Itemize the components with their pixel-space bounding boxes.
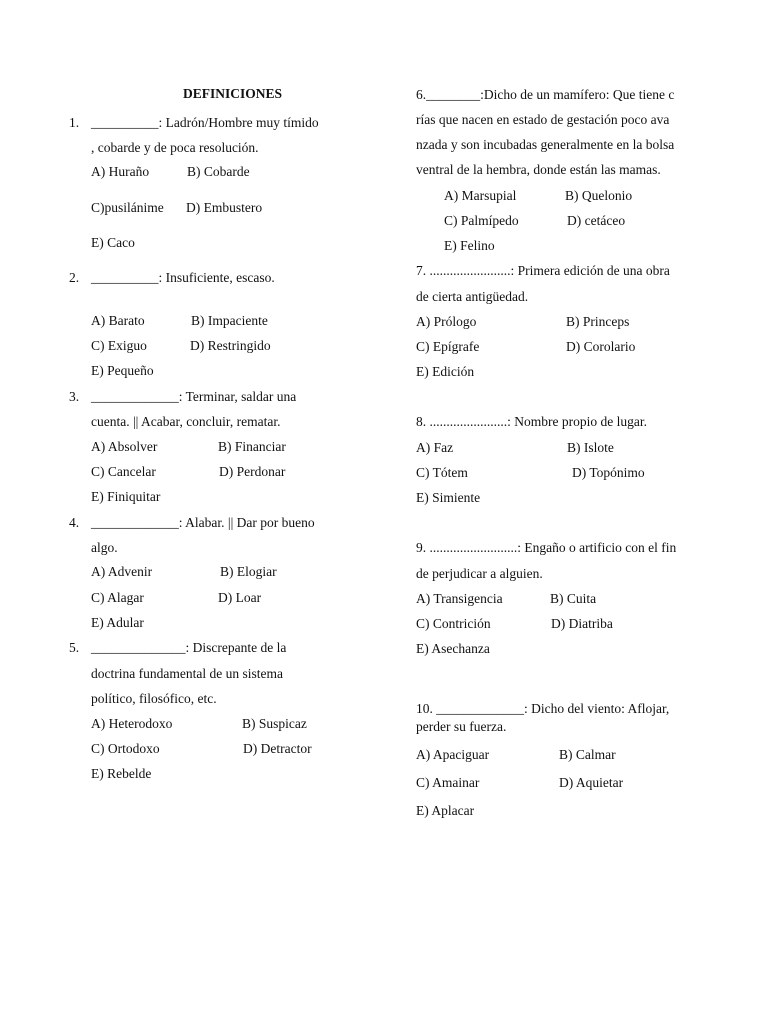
question-6-text-cont: rías que nacen en estado de gestación poco ava: [416, 112, 670, 127]
question-3-option-d: D) Perdonar: [219, 464, 286, 479]
question-3-option-a: A) Absolver: [91, 439, 158, 454]
question-4-number: 4.: [69, 515, 80, 530]
question-5-option-a: A) Heterodoxo: [91, 716, 173, 731]
question-2-number: 2.: [69, 270, 80, 285]
page-title: DEFINICIONES: [183, 86, 283, 101]
question-1-option-c: C)pusilánime: [91, 200, 164, 215]
question-4-option-a: A) Advenir: [91, 564, 153, 579]
question-8-option-c: C) Tótem: [416, 465, 468, 480]
question-3-option-c: C) Cancelar: [91, 464, 156, 479]
question-9-option-a: A) Transigencia: [416, 591, 503, 606]
question-5-option-c: C) Ortodoxo: [91, 741, 160, 756]
question-9-option-e: E) Asechanza: [416, 641, 490, 656]
question-8-option-a: A) Faz: [416, 440, 454, 455]
question-1-option-e: E) Caco: [91, 235, 135, 250]
question-3-number: 3.: [69, 389, 80, 404]
question-5-number: 5.: [69, 640, 80, 655]
question-6-text-cont-2: nzada y son incubadas generalmente en la bolsa: [416, 137, 675, 152]
question-5-option-e: E) Rebelde: [91, 766, 152, 781]
question-3-text-cont: cuenta. || Acabar, concluir, rematar.: [91, 414, 281, 429]
question-9-option-c: C) Contrición: [416, 616, 491, 631]
question-6-option-a: A) Marsupial: [444, 188, 517, 203]
question-5-text-cont: doctrina fundamental de un sistema: [91, 666, 283, 681]
question-4-option-e: E) Adular: [91, 615, 144, 630]
question-2-option-d: D) Restringido: [190, 338, 271, 353]
question-9-option-d: D) Diatriba: [551, 616, 613, 631]
question-9-option-b: B) Cuita: [550, 591, 597, 606]
question-6-option-d: D) cetáceo: [567, 213, 626, 228]
question-1-text: __________: Ladrón/Hombre muy tímido: [91, 115, 319, 130]
question-6-option-b: B) Quelonio: [565, 188, 633, 203]
question-4-text: _____________: Alabar. || Dar por bueno: [91, 515, 315, 530]
question-10-option-d: D) Aquietar: [559, 775, 624, 790]
question-5-text-cont-2: político, filosófico, etc.: [91, 691, 217, 706]
question-2-option-a: A) Barato: [91, 313, 145, 328]
question-6-text-cont-3: ventral de la hembra, donde están las mamas.: [416, 162, 661, 177]
question-7-option-a: A) Prólogo: [416, 314, 477, 329]
question-2-option-c: C) Exiguo: [91, 338, 147, 353]
question-7-option-e: E) Edición: [416, 364, 475, 379]
question-10-option-b: B) Calmar: [559, 747, 616, 762]
question-7-text-cont: de cierta antigüedad.: [416, 289, 529, 304]
question-4-option-c: C) Alagar: [91, 590, 144, 605]
question-5-text: ______________: Discrepante de la: [91, 640, 287, 655]
question-10-option-e: E) Aplacar: [416, 803, 475, 818]
question-1-option-a: A) Huraño: [91, 164, 150, 179]
question-6-option-c: C) Palmípedo: [444, 213, 519, 228]
question-2-option-e: E) Pequeño: [91, 363, 154, 378]
question-1-number: 1.: [69, 115, 80, 130]
question-3-text: _____________: Terminar, saldar una: [91, 389, 297, 404]
question-10-option-a: A) Apaciguar: [416, 747, 490, 762]
question-9-text-cont: de perjudicar a alguien.: [416, 566, 543, 581]
question-8-option-d: D) Topónimo: [572, 465, 645, 480]
question-7-option-d: D) Corolario: [566, 339, 636, 354]
question-1-option-d: D) Embustero: [186, 200, 263, 215]
question-7-option-c: C) Epígrafe: [416, 339, 480, 354]
question-4-text-cont: algo.: [91, 540, 118, 555]
question-8-option-b: B) Islote: [567, 440, 614, 455]
question-7-option-b: B) Princeps: [566, 314, 630, 329]
question-2-text: __________: Insuficiente, escaso.: [91, 270, 275, 285]
question-10-text-cont: perder su fuerza.: [416, 719, 507, 734]
question-3-option-e: E) Finiquitar: [91, 489, 161, 504]
question-4-option-d: D) Loar: [218, 590, 262, 605]
question-5-option-b: B) Suspicaz: [242, 716, 307, 731]
question-4-option-b: B) Elogiar: [220, 564, 277, 579]
question-8-text: 8. .......................: Nombre propio de lugar.: [416, 414, 647, 429]
question-10-text: 10. _____________: Dicho del viento: Aflojar,: [416, 701, 670, 716]
question-8-option-e: E) Simiente: [416, 490, 481, 505]
question-1-option-b: B) Cobarde: [187, 164, 250, 179]
question-3-option-b: B) Financiar: [218, 439, 286, 454]
question-9-text: 9. ..........................: Engaño o artificio con el fin: [416, 540, 677, 555]
question-6-option-e: E) Felino: [444, 238, 495, 253]
question-7-text: 7. ........................: Primera edición de una obra: [416, 263, 670, 278]
question-10-option-c: C) Amainar: [416, 775, 480, 790]
question-6-text: 6.________:Dicho de un mamífero: Que tiene c: [416, 87, 675, 102]
question-1-text-cont: , cobarde y de poca resolución.: [91, 140, 259, 155]
question-5-option-d: D) Detractor: [243, 741, 312, 756]
question-2-option-b: B) Impaciente: [191, 313, 268, 328]
